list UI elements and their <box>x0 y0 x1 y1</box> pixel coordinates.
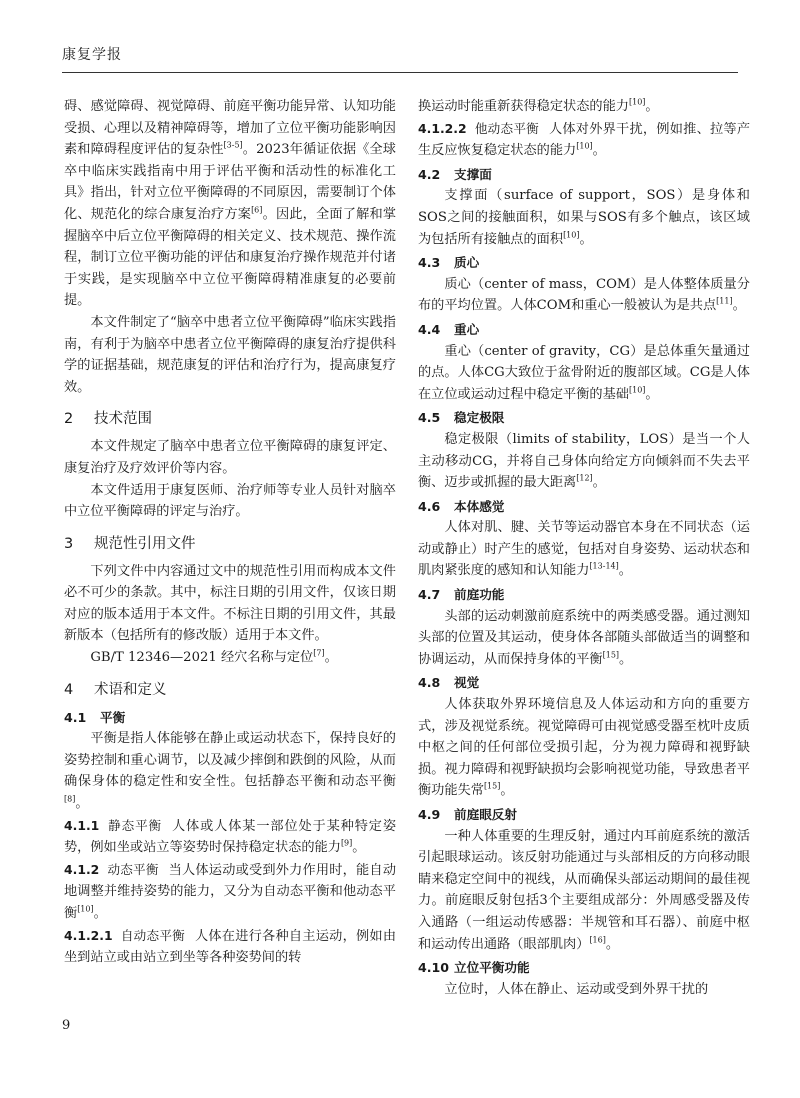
paragraph: 头部的运动刺激前庭系统中的两类感受器。通过测知头部的位置及其运动，使身体各部随头部做适当的调整和协调运动，从而保持身体的平衡[15]。 <box>418 608 750 667</box>
paragraph: 稳定极限（limits of stability，LOS）是当一个人主动移动CG，并将自己身体向给定方向倾斜而不失去平衡、迈步或抓握的最大距离[12]。 <box>418 431 750 491</box>
citation: [16] <box>589 935 606 945</box>
subsection-heading: 4.7 前庭功能 <box>418 587 505 603</box>
subsection-heading: 4.5 稳定极限 <box>418 410 505 426</box>
journal-header: 康复学报 <box>62 47 122 63</box>
citation: [11] <box>716 296 733 306</box>
citation: [10] <box>629 385 646 395</box>
paragraph: 平衡是指人体能够在静止或运动状态下，保持良好的姿势控制和重心调节，以及减少摔倒和跌倒的风险，从而确保身体的稳定性和安全性。包括静态平衡和动态平衡[8]。 <box>64 731 396 812</box>
subsection-heading: 4.9 前庭眼反射 <box>418 807 517 822</box>
subsection-heading: 4.6 本体感觉 <box>418 498 505 514</box>
subsection-heading: 4.1 平衡 <box>64 709 126 725</box>
page-number: 9 <box>62 1018 71 1033</box>
citation: [10] <box>563 230 580 240</box>
citation: [15] <box>602 650 620 660</box>
subsection-heading: 4.2 支撑面 <box>418 166 492 182</box>
paragraph: 重心（center of gravity，CG）是总体重矢量通过的点。人体CG大致位于盆骨附近的腹部区域。CG是人体在立位或运动过程中稳定平衡的基础[10]。 <box>418 343 750 402</box>
paragraph: 本文件适用于康复医师、治疗师等专业人员针对脑卒中立位平衡障碍的评定与治疗。 <box>64 482 396 520</box>
citation: [10] <box>77 904 94 914</box>
subsection-heading: 4.3 质心 <box>418 255 480 271</box>
paragraph: 立位时，人体在静止、运动或受到外界干扰的 <box>444 981 709 997</box>
subsection-heading: 4.8 视觉 <box>418 675 480 691</box>
subsection-heading: 4.4 重心 <box>418 321 480 337</box>
paragraph: 碍、感觉障碍、视觉障碍、前庭平衡功能异常、认知功能受损、心理以及精神障碍等，增加了立位平衡功能影响因素和障碍程度评估的复杂性[3-5]。2023年循证依据《全球卒中临床实践指南中用于评估平衡和活动性的标准化工具》指出，针对立位平衡障碍的不同原因，需要制订个体化、规范化的综合康复治疗方案[6]。因此，全面了解和掌握脑卒中后立位平衡障碍的相关定义、技术规范、操作流程，制订立位平衡功能的评估和康复治疗操作规范并付诸于实践，是实现脑卒中立位平衡障碍精准康复的必要前提。 <box>64 99 397 309</box>
citation: [9] <box>340 838 353 848</box>
citation: [6] <box>251 205 263 215</box>
citation: [3-5] <box>223 140 243 150</box>
right-column <box>418 96 750 1000</box>
paragraph: 质心（center of mass，COM）是人体整体质量分布的平均位置。人体COM和重心一般被认为是共点[11]。 <box>418 276 750 314</box>
paragraph: 人体获取外界环境信息及人体运动和方向的重要方式，涉及视觉系统。视觉障碍可由视觉感受器至枕叶皮质中枢之间的任何部位受损引起，分为视力障碍和视野缺损。视力障碍和视野缺损均会影响视觉功能，导致患者平衡功能失常[15]。 <box>418 697 750 799</box>
term-definition: 4.1.2.2 他动态平衡 人体对外界干扰，例如推、拉等产生反应恢复稳定状态的能力[10]。 <box>418 120 751 159</box>
paragraph: 支撑面（surface of support，SOS）是身体和SOS之间的接触面积，如果与SOS有多个触点，该区域为包括所有接触点的面积[10]。 <box>418 188 750 247</box>
citation: [8] <box>64 794 76 804</box>
paragraph: 下列文件中内容通过文中的规范性引用而构成本文件必不可少的条款。其中，标注日期的引用文件，仅该日期对应的版本适用于本文件。不标注日期的引用文件，其最新版本（包括所有的修改版）适用于本文件。 <box>64 563 396 644</box>
paragraph: 一种人体重要的生理反射，通过内耳前庭系统的激活引起眼球运动。该反射功能通过与头部相反的方向移动眼睛来稳定空间中的视线，从而确保头部运动期间的最佳视力。前庭眼反射包括3个主要组成部分：外周感受器及传入通路（一组运动传感器：半规管和耳石器）、前庭中枢和运动传出通路（眼部肌肉）[16]。 <box>418 828 750 952</box>
citation: [10] <box>576 141 593 151</box>
paragraph: 本文件规定了脑卒中患者立位平衡障碍的康复评定、康复治疗及疗效评价等内容。 <box>64 439 396 476</box>
paragraph: 人体对肌、腱、关节等运动器官本身在不同状态（运动或静止）时产生的感觉，包括对自身姿势、运动状态和肌肉紧张度的感知和认知能力[13-14]。 <box>418 520 750 579</box>
paragraph: GB/T 12346—2021 经穴名称与定位[7]。 <box>90 648 338 666</box>
paragraph: 本文件制定了“脑卒中患者立位平衡障碍”临床实践指南，有利于为脑卒中患者立位平衡障碍的康复治疗提供科学的证据基础，规范康复的评估和治疗行为，提高康复疗效。 <box>64 314 396 395</box>
term-definition: 4.1.2.1 自动态平衡 人体在进行各种自主运动，例如由坐到站立或由站立到坐等各种姿势间的转 <box>64 927 397 966</box>
section-heading: 2 技术范围 <box>64 411 152 428</box>
citation: [13-14] <box>589 562 619 572</box>
paragraph: 换运动时能重新获得稳定状态的能力[10]。 <box>418 97 659 114</box>
citation: [10] <box>629 97 646 107</box>
section-heading: 3 规范性引用文件 <box>64 535 196 552</box>
section-heading: 4 术语和定义 <box>64 681 167 698</box>
term-definition: 4.1.1 静态平衡 人体或人体某一部位处于某种特定姿势，例如坐或站立等姿势时保持稳定状态的能力[9]。 <box>64 817 397 856</box>
citation: [12] <box>576 473 593 483</box>
left-column <box>64 96 396 969</box>
citation: [7] <box>313 648 325 658</box>
term-definition: 4.1.2 动态平衡 当人体运动或受到外力作用时，能自动地调整并维持姿势的能力，又分为自动态平衡和他动态平衡[10]。 <box>64 861 397 921</box>
header-rule <box>62 72 738 73</box>
subsection-heading: 4.10 立位平衡功能 <box>418 960 530 976</box>
citation: [15] <box>483 782 501 792</box>
